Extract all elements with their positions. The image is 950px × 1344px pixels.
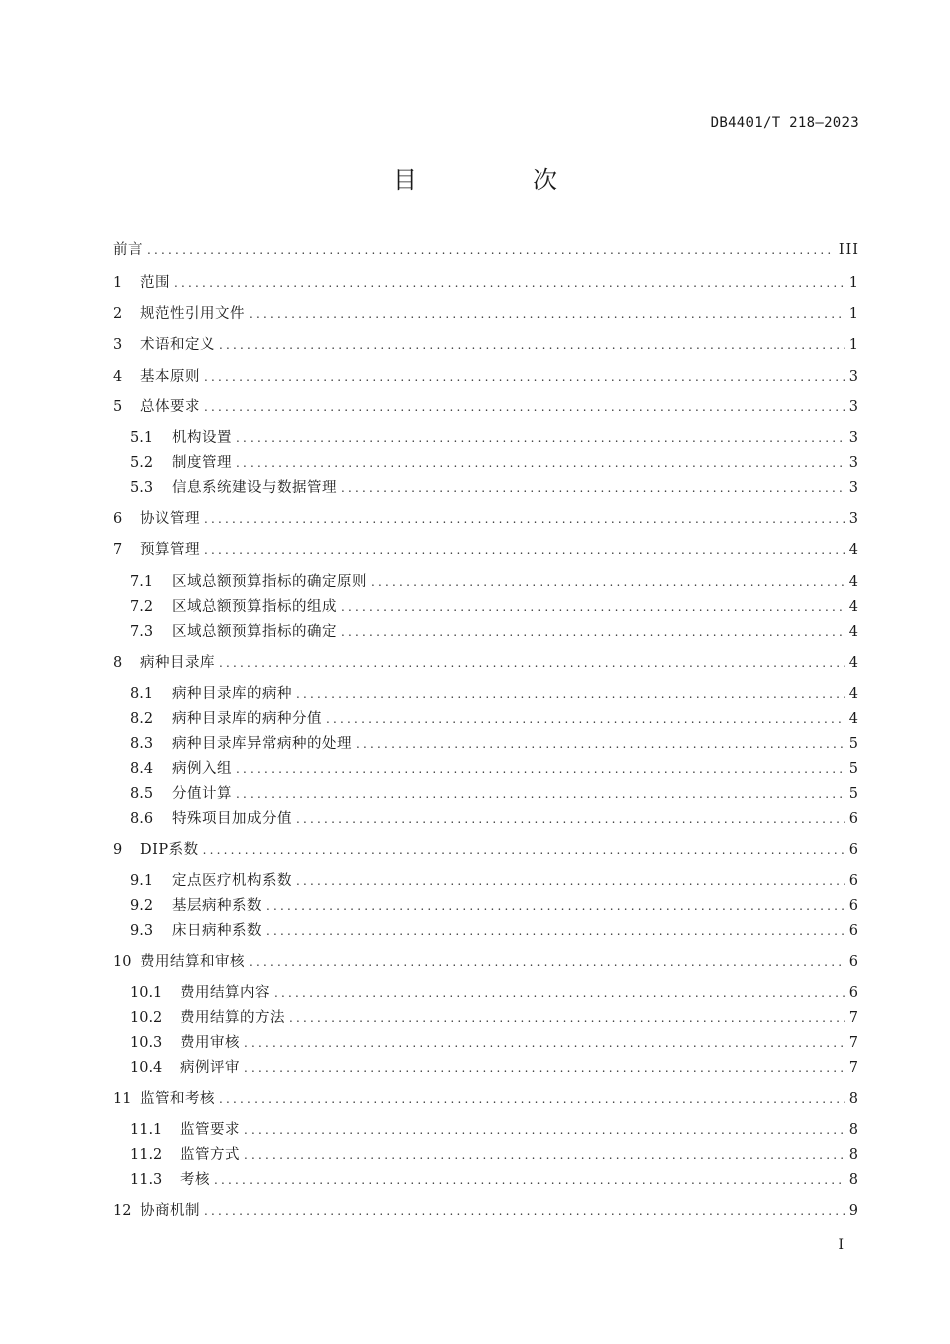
toc-entry[interactable]: [113, 684, 859, 704]
toc-entry[interactable]: [113, 896, 859, 916]
toc-entry-number: 5: [113, 399, 123, 415]
toc-entry-title: 基层病种系数: [172, 898, 262, 914]
toc-entry-title: 病种目录库的病种分值: [172, 711, 322, 727]
toc-entry-page: 6: [848, 985, 859, 1001]
toc-entry-number: 8.5: [130, 786, 154, 802]
toc-entry[interactable]: [113, 335, 859, 355]
toc-entry-page: 4: [848, 686, 859, 702]
toc-entry-number: 10.1: [130, 985, 163, 1001]
toc-entry-number: 11.3: [130, 1172, 163, 1188]
toc-title: 目 次: [393, 166, 603, 194]
toc-leader-dots: [371, 572, 845, 592]
toc-leader-dots: [236, 453, 845, 473]
toc-entry-number: 8.6: [130, 811, 154, 827]
toc-entry-number: 10.3: [130, 1035, 163, 1051]
toc-entry-number: 1: [113, 275, 123, 291]
toc-entry-page: 8: [848, 1091, 859, 1107]
toc-entry-page: 6: [848, 842, 859, 858]
toc-entry-number: 3: [113, 337, 123, 353]
toc-leader-dots: [244, 1058, 845, 1078]
toc-entry-title: 病种目录库: [140, 655, 215, 671]
toc-entry[interactable]: [113, 809, 859, 829]
toc-entry[interactable]: [113, 1120, 859, 1140]
toc-entry[interactable]: [113, 784, 859, 804]
toc-leader-dots: [326, 709, 845, 729]
page-number: I: [838, 1237, 844, 1253]
toc-entry-page: 4: [848, 711, 859, 727]
toc-leader-dots: [219, 335, 845, 355]
toc-entry[interactable]: [113, 597, 859, 617]
toc-entry[interactable]: [113, 572, 859, 592]
toc-entry-page: 5: [848, 761, 859, 777]
toc-entry-page: 6: [848, 954, 859, 970]
toc-entry[interactable]: [113, 921, 859, 941]
toc-leader-dots: [341, 597, 845, 617]
toc-entry-page: 3: [848, 511, 859, 527]
toc-entry[interactable]: [113, 1089, 859, 1109]
toc-entry-number: 8.4: [130, 761, 154, 777]
toc-leader-dots: [219, 1089, 845, 1109]
toc-entry-number: 10.2: [130, 1010, 163, 1026]
toc-entry-title: 信息系统建设与数据管理: [172, 480, 337, 496]
toc-entry[interactable]: [113, 367, 859, 387]
toc-entry[interactable]: [113, 273, 859, 293]
toc-entry-title: 床日病种系数: [172, 923, 262, 939]
toc-entry-page: 4: [848, 542, 859, 558]
toc-entry-title: 监管和考核: [140, 1091, 215, 1107]
toc-entry[interactable]: [113, 304, 859, 324]
toc-leader-dots: [244, 1120, 845, 1140]
toc-entry[interactable]: [113, 509, 859, 529]
toc-entry-title: 区域总额预算指标的确定原则: [172, 574, 367, 590]
toc-leader-dots: [244, 1033, 845, 1053]
toc-entry-page: 6: [848, 873, 859, 889]
toc-entry-title: 考核: [180, 1172, 210, 1188]
toc-entry-title: 术语和定义: [140, 337, 215, 353]
toc-entry-number: 9.1: [130, 873, 154, 889]
toc-entry-number: 8: [113, 655, 123, 671]
toc-entry-number: 5.3: [130, 480, 154, 496]
toc-entry-number: 8.1: [130, 686, 154, 702]
toc-entry-page: 3: [848, 399, 859, 415]
toc-entry-title: 费用结算内容: [180, 985, 270, 1001]
toc-leader-dots: [244, 1145, 845, 1165]
toc-entry[interactable]: [113, 871, 859, 891]
toc-entry-title: 病种目录库异常病种的处理: [172, 736, 352, 752]
toc-leader-dots: [266, 921, 845, 941]
toc-leader-dots: [296, 684, 845, 704]
toc-entry[interactable]: [113, 653, 859, 673]
toc-entry-page: 8: [848, 1147, 859, 1163]
toc-entry[interactable]: [113, 428, 859, 448]
toc-entry-title: 基本原则: [140, 369, 200, 385]
toc-entry-title: 病种目录库的病种: [172, 686, 292, 702]
toc-entry-number: 10: [113, 954, 132, 970]
toc-entry-title: 特殊项目加成分值: [172, 811, 292, 827]
toc-entry[interactable]: [113, 709, 859, 729]
toc-entry-page: 3: [848, 480, 859, 496]
toc-entry-page: 4: [848, 574, 859, 590]
toc-entry[interactable]: [113, 759, 859, 779]
toc-leader-dots: [341, 622, 845, 642]
toc-entry-title: 定点医疗机构系数: [172, 873, 292, 889]
toc-entry-page: 5: [848, 786, 859, 802]
toc-entry-number: 7: [113, 542, 123, 558]
toc-entry-page: 8: [848, 1172, 859, 1188]
toc-leader-dots: [249, 304, 845, 324]
toc-entry-page: 6: [848, 898, 859, 914]
toc-entry-title: 监管要求: [180, 1122, 240, 1138]
toc-entry-number: 9: [113, 842, 123, 858]
toc-entry[interactable]: [113, 240, 859, 260]
toc-entry-number: 2: [113, 306, 123, 322]
toc-leader-dots: [214, 1170, 845, 1190]
toc-entry-number: 8.3: [130, 736, 154, 752]
toc-entry-page: 1: [848, 306, 859, 322]
toc-entry-title: 费用审核: [180, 1035, 240, 1051]
toc-entry-number: 12: [113, 1203, 132, 1219]
toc-entry-number: 9.3: [130, 923, 154, 939]
toc-entry-number: 7.2: [130, 599, 154, 615]
toc-entry[interactable]: [113, 1033, 859, 1053]
toc-entry-title: 分值计算: [172, 786, 232, 802]
toc-entry-title: 病例评审: [180, 1060, 240, 1076]
toc-entry-number: 11: [113, 1091, 132, 1107]
toc-leader-dots: [147, 240, 835, 260]
toc-entry-title: 监管方式: [180, 1147, 240, 1163]
toc-leader-dots: [356, 734, 845, 754]
toc-entry[interactable]: [113, 1170, 859, 1190]
toc-entry[interactable]: [113, 1008, 859, 1028]
toc-entry-page: 4: [848, 655, 859, 671]
toc-leader-dots: [236, 428, 845, 448]
toc-entry-number: 11.1: [130, 1122, 163, 1138]
toc-leader-dots: [204, 367, 845, 387]
toc-leader-dots: [204, 1201, 845, 1221]
toc-entry[interactable]: [113, 540, 859, 560]
toc-entry-title: 前言: [113, 242, 143, 258]
toc-leader-dots: [219, 653, 845, 673]
toc-entry-title: 区域总额预算指标的组成: [172, 599, 337, 615]
toc-entry[interactable]: [113, 478, 859, 498]
toc-entry[interactable]: [113, 1058, 859, 1078]
toc-leader-dots: [204, 509, 845, 529]
toc-leader-dots: [203, 840, 845, 860]
toc-entry-title: 范围: [140, 275, 170, 291]
toc-leader-dots: [274, 983, 845, 1003]
toc-leader-dots: [204, 540, 845, 560]
toc-entry-page: 6: [848, 811, 859, 827]
toc-leader-dots: [341, 478, 845, 498]
toc-entry-number: 5.2: [130, 455, 154, 471]
toc-leader-dots: [249, 952, 845, 972]
toc-entry-page: 7: [848, 1035, 859, 1051]
toc-entry-page: 3: [848, 430, 859, 446]
toc-entry-page: 3: [848, 369, 859, 385]
toc-entry-number: 7.1: [130, 574, 154, 590]
toc-leader-dots: [174, 273, 845, 293]
toc-entry-title: 费用结算的方法: [180, 1010, 285, 1026]
toc-entry-page: 5: [848, 736, 859, 752]
toc-leader-dots: [236, 759, 845, 779]
toc-entry-page: 1: [848, 275, 859, 291]
toc-entry-page: III: [838, 242, 859, 258]
toc-entry-page: 8: [848, 1122, 859, 1138]
toc-entry[interactable]: [113, 952, 859, 972]
toc-entry-number: 9.2: [130, 898, 154, 914]
toc-leader-dots: [266, 896, 845, 916]
toc-entry-page: 7: [848, 1010, 859, 1026]
toc-entry-number: 5.1: [130, 430, 154, 446]
toc-entry-title: 预算管理: [140, 542, 200, 558]
toc-entry[interactable]: [113, 734, 859, 754]
toc-entry-page: 4: [848, 599, 859, 615]
toc-entry-title: 规范性引用文件: [140, 306, 245, 322]
toc-leader-dots: [296, 871, 845, 891]
toc-entry-number: 8.2: [130, 711, 154, 727]
toc-entry[interactable]: [113, 840, 859, 860]
toc-entry-number: 11.2: [130, 1147, 163, 1163]
toc-entry-page: 1: [848, 337, 859, 353]
toc-entry-page: 6: [848, 923, 859, 939]
toc-entry[interactable]: [113, 622, 859, 642]
toc-entry[interactable]: [113, 397, 859, 417]
toc-entry-title: 机构设置: [172, 430, 232, 446]
toc-entry-title: 费用结算和审核: [140, 954, 245, 970]
toc-entry[interactable]: [113, 453, 859, 473]
toc-entry-number: 10.4: [130, 1060, 163, 1076]
toc-entry-title: 协商机制: [140, 1203, 200, 1219]
document-code: DB4401/T 218—2023: [710, 115, 859, 131]
toc-entry-title: 制度管理: [172, 455, 232, 471]
toc-leader-dots: [204, 397, 845, 417]
toc-entry-number: 6: [113, 511, 123, 527]
toc-entry-number: 7.3: [130, 624, 154, 640]
toc-entry-title: 协议管理: [140, 511, 200, 527]
toc-leader-dots: [236, 784, 845, 804]
toc-entry-title: 区域总额预算指标的确定: [172, 624, 337, 640]
toc-entry-title: 病例入组: [172, 761, 232, 777]
toc-leader-dots: [289, 1008, 845, 1028]
toc-leader-dots: [296, 809, 845, 829]
toc-entry-page: 3: [848, 455, 859, 471]
toc-entry[interactable]: [113, 1145, 859, 1165]
toc-entry[interactable]: [113, 983, 859, 1003]
toc-entry-page: 7: [848, 1060, 859, 1076]
toc-entry-title: 总体要求: [140, 399, 200, 415]
toc-entry-page: 9: [848, 1203, 859, 1219]
toc-entry-page: 4: [848, 624, 859, 640]
toc-entry-title: DIP系数: [140, 842, 199, 858]
toc-entry[interactable]: [113, 1201, 859, 1221]
toc-entry-number: 4: [113, 369, 123, 385]
